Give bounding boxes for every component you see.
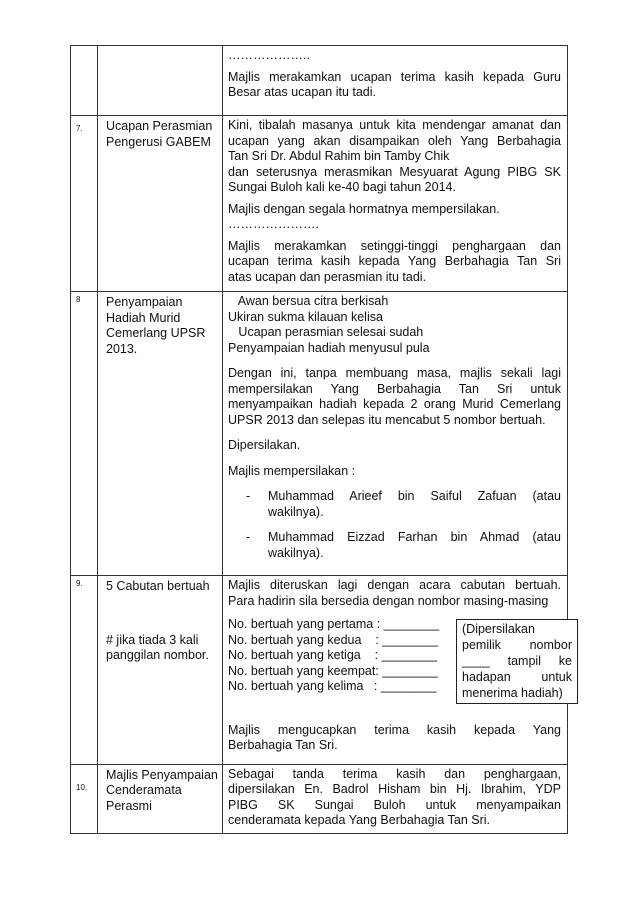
- paragraph: Kini, tibalah masanya untuk kita mendengar amanat dan ucapan yang akan disampaikan oleh Yang Berbahagia Tan Sri Dr. Abdul Rahim bin Tamby Chik dan seterusnya merasmikan Mesyuarat Agung PIBG SK Sungai Buloh kali ke-40 bagi tahun 2014.: [228, 118, 561, 194]
- lottery-section: [228, 617, 572, 700]
- paragraph: Majlis diteruskan lagi dengan acara cabutan bertuah. Para hadirin sila bersedia dengan nombor masing-masing: [228, 578, 561, 608]
- row-number: 9.: [71, 576, 98, 765]
- row-item: Ucapan Perasmian Pengerusi GABEM: [98, 116, 223, 292]
- paragraph: Majlis mempersilakan :: [228, 463, 356, 478]
- table-row: [71, 576, 568, 765]
- row-item: [98, 576, 223, 765]
- row-content: [223, 116, 568, 292]
- dots-line: ………………..: [228, 48, 310, 62]
- row-content: [223, 46, 568, 116]
- paragraph: Majlis merakamkan ucapan terima kasih kepada Guru Besar atas ucapan itu tadi.: [228, 69, 561, 99]
- lottery-line: No. bertuah yang ketiga : ________: [228, 648, 438, 662]
- pantun: Awan bersua citra berkisah Ukiran sukma kilauan kelisa Ucapan perasmian selesai sudah Penyampaian hadiah menyusul pula: [228, 294, 430, 355]
- table-row: [71, 46, 568, 116]
- row-content: [223, 292, 568, 576]
- row-content: [223, 764, 568, 833]
- agenda-document: [70, 45, 572, 834]
- row-item: Majlis Penyampaian Cenderamata Perasmi: [98, 764, 223, 833]
- paragraph: Dengan ini, tanpa membuang masa, majlis sekali lagi mempersilakan Yang Berbahagia Tan Sri untuk menyampaikan hadiah kepada 2 orang Murid Cemerlang UPSR 2013 dan selepas itu mencabut 5 nombor bertuah.: [228, 366, 561, 427]
- table-row: [71, 116, 568, 292]
- recipient-list: [246, 489, 561, 561]
- row-number: 8: [71, 292, 98, 576]
- lottery-line: No. bertuah yang pertama : ________: [228, 617, 440, 631]
- table-row: [71, 764, 568, 833]
- lottery-line: No. bertuah yang kedua : ________: [228, 632, 438, 647]
- list-item: - Muhammad Eizzad Farhan bin Ahmad (atau wakilnya).: [246, 530, 561, 560]
- row-number: 10.: [71, 764, 98, 833]
- paragraph: Dipersilakan.: [228, 438, 301, 452]
- note-box: (Dipersilakan pemilik nombor ____ tampil ke hadapan untuk menerima hadiah): [456, 619, 578, 704]
- lottery-line: No. bertuah yang keempat: ________: [228, 663, 438, 678]
- row-item-title: 5 Cabutan bertuah: [106, 579, 210, 593]
- lottery-line: No. bertuah yang kelima : ________: [228, 679, 437, 693]
- paragraph: Sebagai tanda terima kasih dan penghargaan, dipersilakan En. Badrol Hisham bin Hj. Ibrahim, YDP PIBG SK Sungai Buloh untuk menyampaikan cenderamata kepada Yang Berbahagia Tan Sri.: [228, 766, 561, 827]
- row-item: Penyampaian Hadiah Murid Cemerlang UPSR 2013.: [98, 292, 223, 576]
- paragraph: Majlis dengan segala hormatnya mempersilakan. ………………….: [228, 201, 500, 231]
- table-row: [71, 292, 568, 576]
- paragraph: Majlis merakamkan setinggi-tinggi penghargaan dan ucapan terima kasih kepada Yang Berbahagia Tan Sri atas ucapan dan perasmian itu tadi.: [228, 238, 561, 284]
- row-number: 7.: [71, 116, 98, 292]
- agenda-table: [70, 45, 572, 834]
- row-item-note: # jika tiada 3 kali panggilan nombor.: [106, 632, 209, 662]
- row-item: [98, 46, 223, 116]
- row-number: [71, 46, 98, 116]
- list-item: - Muhammad Arieef bin Saiful Zafuan (atau wakilnya).: [246, 489, 561, 519]
- paragraph: Majlis mengucapkan terima kasih kepada Yang Berbahagia Tan Sri.: [228, 722, 561, 752]
- row-content: [223, 576, 572, 765]
